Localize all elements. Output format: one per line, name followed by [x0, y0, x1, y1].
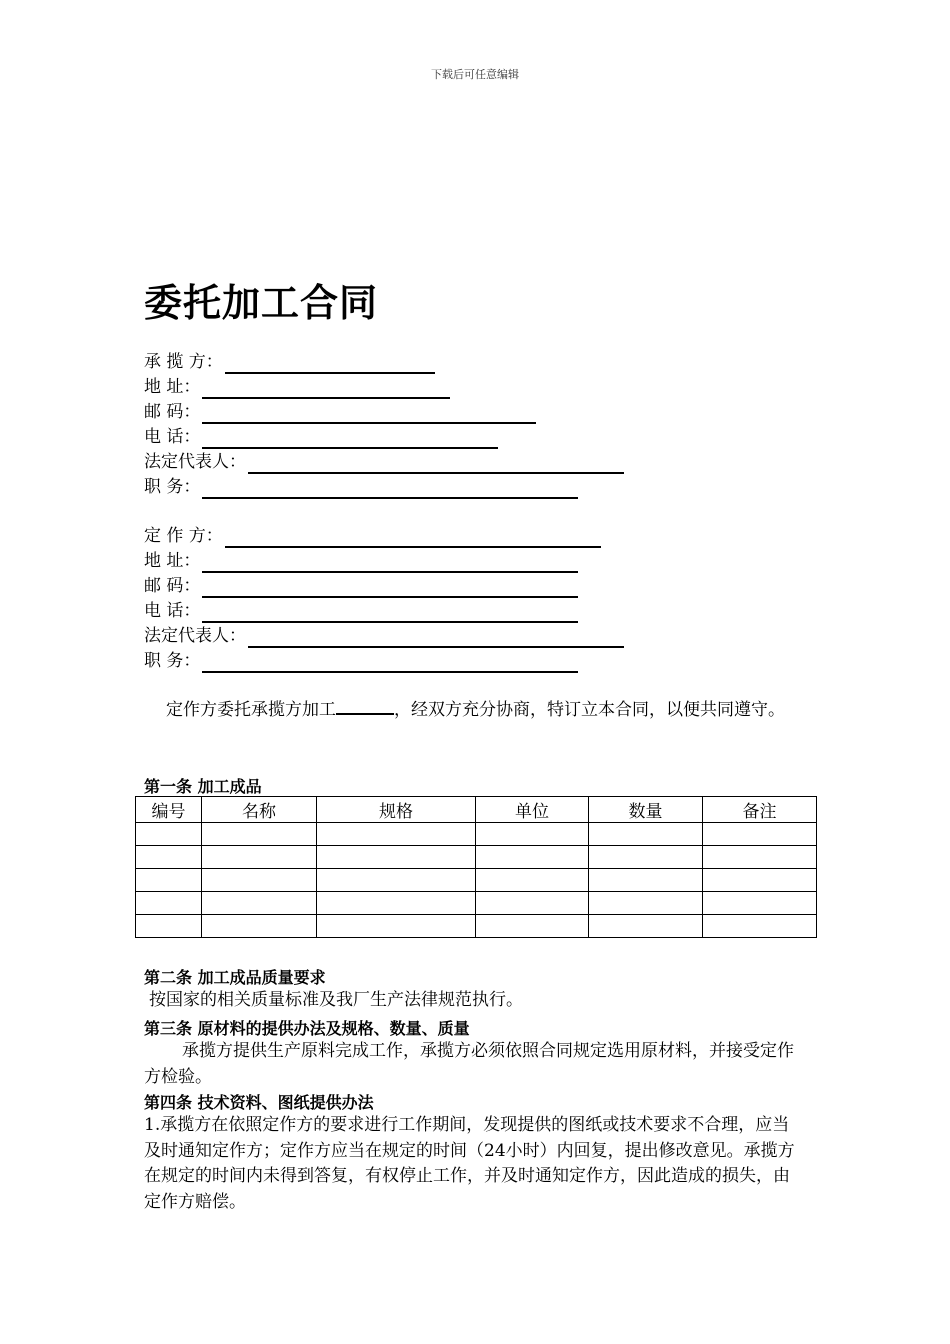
contractor-phone-field: [144, 425, 498, 449]
fill-in-line[interactable]: [202, 553, 578, 573]
fill-in-line[interactable]: [202, 429, 498, 449]
intro-text-before: 定作方委托承揽方加工: [166, 700, 336, 720]
table-cell[interactable]: [317, 823, 476, 846]
ordering-party-address-field: [144, 549, 578, 573]
page-header-note: 下载后可任意编辑: [431, 68, 519, 81]
field-label: 职 务：: [144, 477, 201, 497]
column-header-number: 编号: [136, 797, 202, 823]
intro-paragraph: [144, 697, 804, 723]
column-header-unit: 单位: [476, 797, 589, 823]
fill-in-line[interactable]: [202, 653, 578, 673]
intro-text-after: ，经双方充分协商，特订立本合同，以便共同遵守。: [394, 700, 785, 720]
table-cell[interactable]: [202, 915, 317, 938]
table-row: [136, 892, 817, 915]
table-cell[interactable]: [589, 823, 703, 846]
table-cell[interactable]: [202, 846, 317, 869]
table-cell[interactable]: [136, 869, 202, 892]
table-cell[interactable]: [202, 869, 317, 892]
article-1-heading: 第一条 加工成品: [144, 777, 262, 796]
table-header-row: [136, 797, 817, 823]
product-blank[interactable]: [336, 697, 394, 715]
table-cell[interactable]: [202, 823, 317, 846]
fill-in-line[interactable]: [248, 454, 624, 474]
column-header-quantity: 数量: [589, 797, 703, 823]
document-title: 委托加工合同: [144, 281, 379, 325]
fill-in-line[interactable]: [202, 578, 578, 598]
field-label: 地 址：: [144, 377, 201, 397]
contractor-postcode-field: [144, 400, 536, 424]
contractor-address-field: [144, 375, 450, 399]
table-cell[interactable]: [476, 915, 589, 938]
contractor-field: [144, 350, 435, 374]
table-cell[interactable]: [476, 869, 589, 892]
ordering-party-field: [144, 524, 601, 548]
fill-in-line[interactable]: [202, 379, 450, 399]
table-cell[interactable]: [317, 892, 476, 915]
field-label: 电 话：: [144, 427, 201, 447]
field-label: 邮 码：: [144, 402, 201, 422]
fill-in-line[interactable]: [225, 354, 435, 374]
fill-in-line[interactable]: [202, 404, 536, 424]
field-label: 承 揽 方：: [144, 352, 223, 372]
field-label: 邮 码：: [144, 576, 201, 596]
column-header-name: 名称: [202, 797, 317, 823]
table-cell[interactable]: [589, 892, 703, 915]
column-header-remarks: 备注: [703, 797, 817, 823]
table-cell[interactable]: [589, 915, 703, 938]
table-cell[interactable]: [703, 892, 817, 915]
table-cell[interactable]: [136, 846, 202, 869]
table-cell[interactable]: [136, 915, 202, 938]
field-label: 法定代表人：: [144, 626, 246, 646]
fill-in-line[interactable]: [248, 628, 624, 648]
ordering-party-phone-field: [144, 599, 578, 623]
field-label: 定 作 方：: [144, 526, 223, 546]
article-2-body: 按国家的相关质量标准及我厂生产法律规范执行。: [149, 990, 523, 1010]
products-table: [135, 796, 817, 938]
table-cell[interactable]: [589, 846, 703, 869]
fill-in-line[interactable]: [202, 603, 578, 623]
fill-in-line[interactable]: [225, 528, 601, 548]
field-label: 电 话：: [144, 601, 201, 621]
field-label: 职 务：: [144, 651, 201, 671]
article-2-heading: 第二条 加工成品质量要求: [144, 968, 326, 987]
table-row: [136, 915, 817, 938]
article-3-body: 承揽方提供生产原料完成工作，承揽方必须依照合同规定选用原材料，并接受定作方检验。: [144, 1041, 794, 1087]
field-label: 地 址：: [144, 551, 201, 571]
table-cell[interactable]: [476, 823, 589, 846]
column-header-spec: 规格: [317, 797, 476, 823]
table-cell[interactable]: [703, 869, 817, 892]
table-row: [136, 869, 817, 892]
table-row: [136, 846, 817, 869]
table-cell[interactable]: [317, 846, 476, 869]
table-cell[interactable]: [589, 869, 703, 892]
table-cell[interactable]: [317, 915, 476, 938]
table-cell[interactable]: [476, 892, 589, 915]
fill-in-line[interactable]: [202, 479, 578, 499]
table-cell[interactable]: [703, 823, 817, 846]
table-cell[interactable]: [136, 823, 202, 846]
table-cell[interactable]: [703, 846, 817, 869]
article-3-heading: 第三条 原材料的提供办法及规格、数量、质量: [144, 1019, 470, 1038]
table-row: [136, 823, 817, 846]
ordering-party-postcode-field: [144, 574, 578, 598]
table-cell[interactable]: [703, 915, 817, 938]
table-cell[interactable]: [476, 846, 589, 869]
contractor-position-field: [144, 475, 578, 499]
article-4-body: 1.承揽方在依照定作方的要求进行工作期间，发现提供的图纸或技术要求不合理，应当及时通知定作方；定作方应当在规定的时间（24小时）内回复，提出修改意见。承揽方在规定的时间内未得到答复，有权停止工作，并及时通知定作方，因此造成的损失，由定作方赔偿。: [144, 1115, 795, 1212]
table-cell[interactable]: [202, 892, 317, 915]
article-4-heading: 第四条 技术资料、图纸提供办法: [144, 1093, 374, 1112]
contractor-legal-rep-field: [144, 450, 624, 474]
table-cell[interactable]: [317, 869, 476, 892]
field-label: 法定代表人：: [144, 452, 246, 472]
table-cell[interactable]: [136, 892, 202, 915]
ordering-party-position-field: [144, 649, 578, 673]
ordering-party-legal-rep-field: [144, 624, 624, 648]
